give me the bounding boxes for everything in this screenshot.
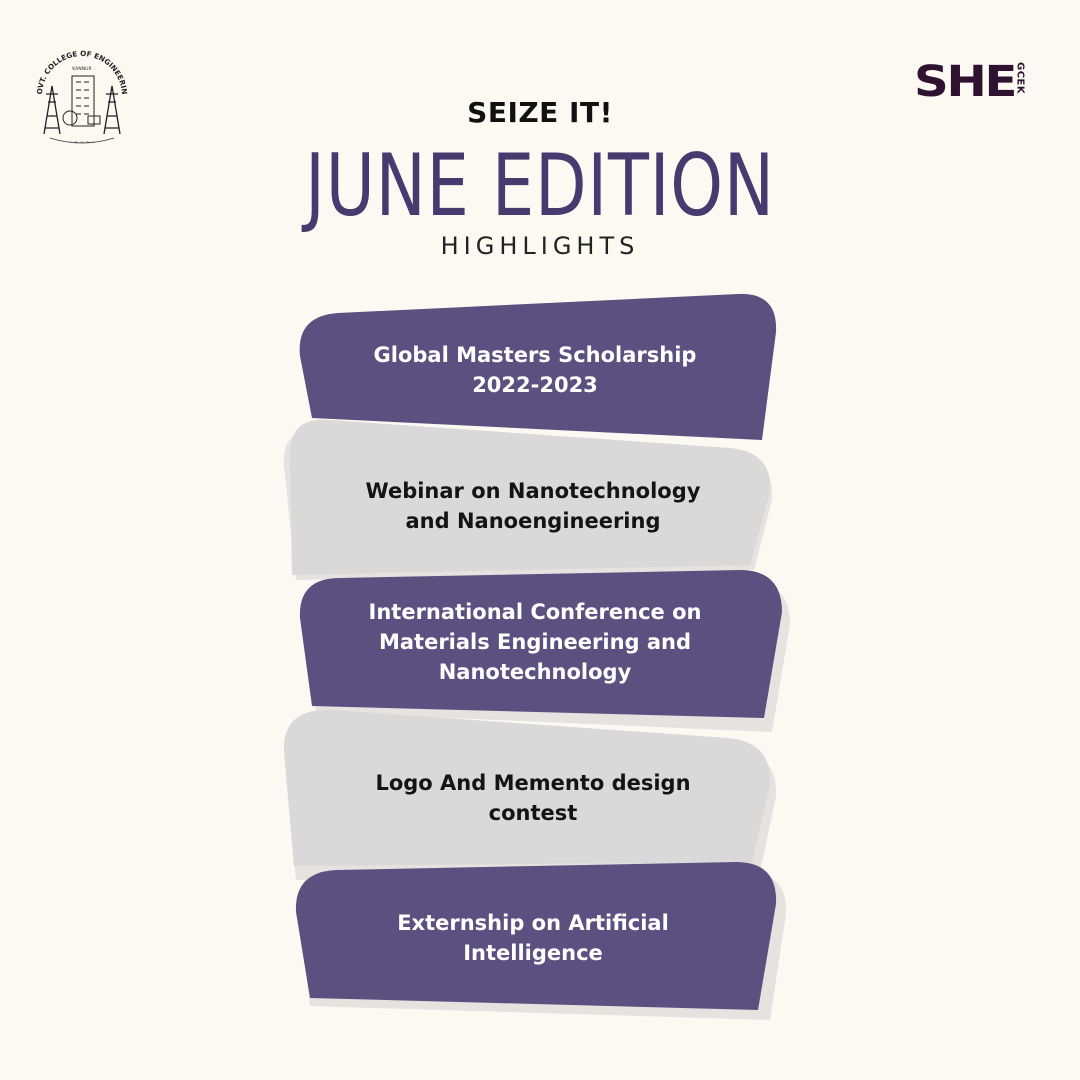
highlight-card-label (298, 908, 768, 968)
page-subtitle: HIGHLIGHTS (440, 232, 640, 260)
highlight-line: Materials Engineering and (378, 630, 692, 654)
highlight-card-label (300, 597, 770, 687)
highlight-line: Logo And Memento design (375, 771, 691, 795)
highlight-line: Intelligence (463, 941, 603, 965)
highlight-card-label (298, 476, 768, 536)
highlight-card-label (298, 768, 768, 828)
logo-ring-text: OVT. COLLEGE OF ENGINEERIN (34, 48, 130, 95)
logo-place-text: KANNUR (72, 67, 92, 72)
highlight-line: 2022-2023 (472, 373, 598, 397)
svg-text:~ ~ ~ ~ ~: ~ ~ ~ ~ ~ (68, 140, 96, 146)
highlight-line: contest (488, 801, 578, 825)
highlight-card-label (300, 340, 770, 400)
brand-sub-text: GCEK (1014, 62, 1026, 95)
page-title: JUNE EDITION (305, 136, 775, 236)
highlight-line: and Nanoengineering (405, 509, 661, 533)
brand-main-text: SHE (914, 57, 1016, 107)
highlight-line: International Conference on (368, 600, 702, 624)
kicker-heading: SEIZE IT! (467, 96, 613, 129)
highlight-line: Externship on Artificial (397, 911, 669, 935)
highlight-line: Webinar on Nanotechnology (365, 479, 701, 503)
highlight-line: Nanotechnology (438, 660, 632, 684)
highlight-line: Global Masters Scholarship (373, 343, 697, 367)
